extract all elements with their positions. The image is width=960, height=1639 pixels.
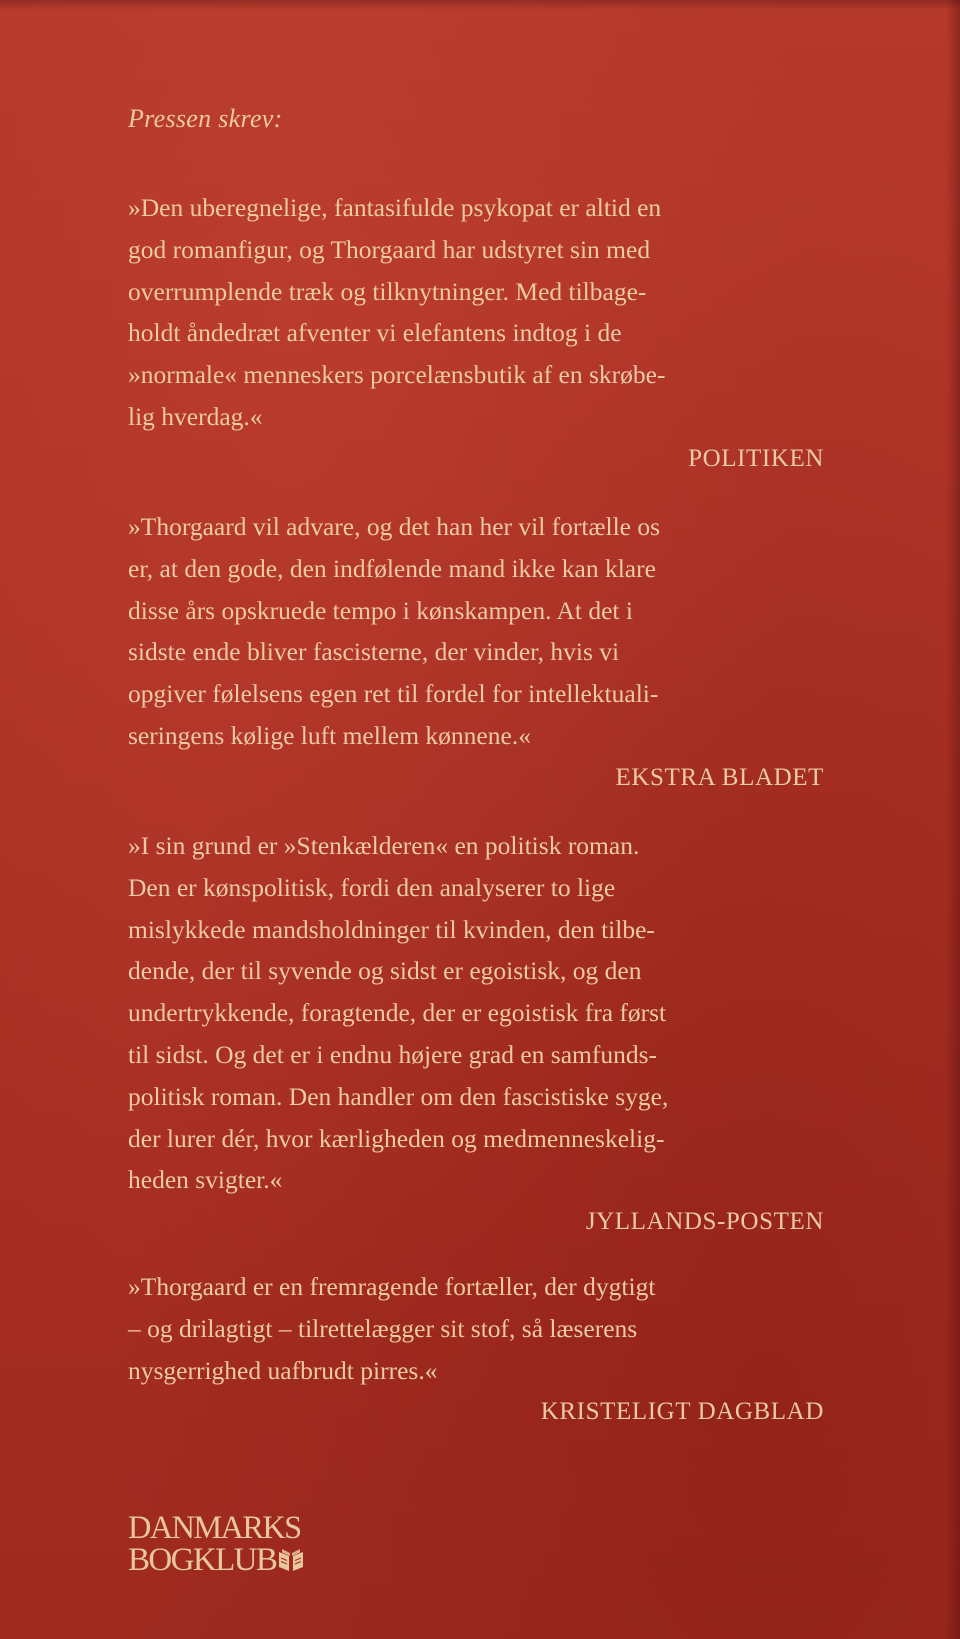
review-quote: »I sin grund er »Stenkælderen« en politisk roman. Den er kønspolitisk, fordi den analyserer to lige mislykkede mandsholdninger til kvinden, den tilbe- dende, der til syvende og sidst er egoistisk, og den undertrykkende, foragtende, der er egoistisk fra først til sidst. Og det er i endnu højere grad en samfunds- politisk roman. Den handler om den fascistiske syge, der lurer dér, hvor kærligheden og medmenneskelig- heden svigter.« bbox=[128, 831, 669, 1195]
publisher-logo bbox=[128, 1512, 358, 1576]
review-kristeligt-dagblad bbox=[128, 1266, 828, 1433]
review-quote: »Thorgaard vil advare, og det han her vil fortælle os er, at den gode, den indfølende mand ikke kan klare disse års opskruede tempo i kønskampen. At det i sidste ende bliver fascisterne, der vinder, hvis vi opgiver følelsens egen ret til fordel for intellektuali- seringens kølige luft mellem kønnene.« bbox=[128, 512, 661, 750]
review-politiken bbox=[128, 187, 828, 480]
open-book-icon bbox=[278, 1547, 304, 1573]
publisher-name-line1: DANMARKS bbox=[128, 1510, 301, 1546]
review-ekstra-bladet bbox=[128, 506, 828, 799]
press-intro-heading: Pressen skrev: bbox=[128, 104, 283, 133]
cover-right-edge bbox=[946, 0, 960, 1639]
review-source: EKSTRA BLADET bbox=[615, 763, 824, 791]
publisher-logo-row bbox=[128, 1544, 358, 1576]
review-quote: »Den uberegnelige, fantasifulde psykopat er altid en god romanfigur, og Thorgaard har udstyret sin med overrumplende træk og tilknytninger. Med tilbage- holdt åndedræt afventer vi elefantens indtog i de »normale« menneskers porcelænsbutik af en skrøbe- lig hverdag.« bbox=[128, 193, 666, 431]
review-source: POLITIKEN bbox=[688, 444, 824, 472]
cover-top-edge bbox=[0, 0, 960, 10]
review-source: JYLLANDS-POSTEN bbox=[585, 1208, 824, 1236]
review-source: KRISTELIGT DAGBLAD bbox=[540, 1398, 824, 1426]
review-quote: »Thorgaard er en fremragende fortæller, der dygtigt – og drilagtigt – tilrettelægger sit stof, så læserens nysgerrighed uafbrudt pirres.« bbox=[128, 1272, 656, 1385]
publisher-name-line2: BOGKLUB bbox=[128, 1542, 277, 1578]
review-jyllands-posten bbox=[128, 825, 828, 1243]
